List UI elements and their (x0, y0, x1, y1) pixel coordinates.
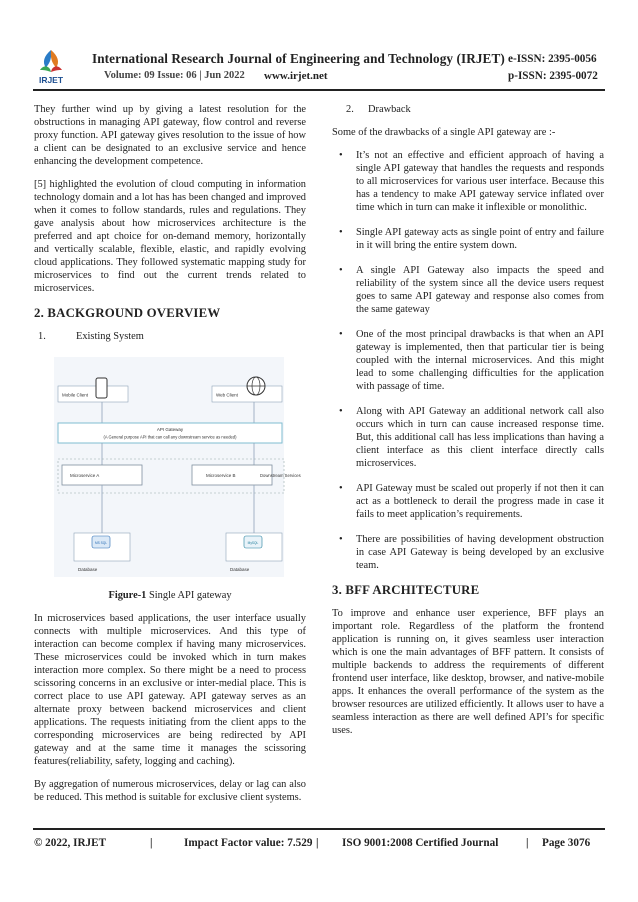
footer-rule (33, 828, 605, 830)
caption-label: Figure-1 (108, 590, 147, 601)
mobile-client-label: Mobile Client (62, 392, 89, 398)
diagram (34, 353, 306, 581)
bullet-icon: • (339, 406, 343, 417)
p-issn: p-ISSN: 2395-0072 (508, 70, 598, 82)
footer-iso: ISO 9001:2008 Certified Journal (342, 837, 499, 849)
list-item: • A single API Gateway also impacts the speed and reliability of the system since all the device users request goes to same API gateway and response also comes from the same gateway (339, 265, 604, 315)
bullet-icon: • (339, 227, 343, 238)
list-item: • API Gateway must be scaled out properly if not then it can act as a bottleneck to derail the progress made in case it fails to meet application’s requirements. (339, 483, 604, 520)
section-heading: 3. BFF ARCHITECTURE (332, 583, 480, 597)
right-column (332, 103, 604, 747)
caption-text: Single API gateway (146, 590, 232, 601)
paragraph: They further wind up by giving a latest resolution for the obstructions in managing API gateway, flow control and reverse proxy function. API gateway gives resolution to the issue of how a client can be designated to an exclusive service and hence enhancing the development competence. (34, 104, 306, 167)
web-client-label: Web Client (216, 392, 238, 398)
journal-title: International Research Journal of Engineering and Technology (IRJET) (92, 51, 505, 66)
list-item: • One of the most principal drawbacks is that when an API gateway is implemented, then that particular tier is being coupled with the internal microservices. And this might lead to some challenging difficulties for the application with passage of time. (339, 329, 604, 392)
subsection-title: Drawback (368, 104, 411, 115)
bullet-icon: • (339, 534, 343, 545)
subsection-heading (34, 330, 306, 343)
bullet-icon: • (339, 329, 343, 340)
api-gateway-label: API Gateway (156, 427, 184, 432)
list-item: • Single API gateway acts as single point of entry and failure in it will bring the entire system down. (339, 227, 604, 251)
microservice-b-label: Microservice B (206, 473, 236, 478)
footer-separator: | (150, 837, 153, 849)
list-item: • There are possibilities of having development obstruction in case API Gateway is being developed by an exclusive team. (339, 534, 604, 571)
list-item: • Along with API Gateway an additional network call also occurs which in turn can cause increased response time. But, this additional call has less implications than having a client interface as this client interface directly calls microservices. (339, 406, 604, 469)
db-b-icon-label: MySQL (247, 541, 259, 545)
website-link[interactable]: www.irjet.net (264, 70, 328, 82)
section-heading: 2. BACKGROUND OVERVIEW (34, 306, 221, 320)
mobile-phone-icon (96, 378, 107, 398)
paragraph: [5] highlighted the evolution of cloud computing in information technology domain and a lot has has been changed and improved when it comes to follow standards, rules and regulations. They gave analysis about how microservices architecture is the preferred and apt choice for on-demand memory, horizontally and vertically scalable, flexible, elastic, and rapidly evolving cloud applications. They followed systematic mapping study for microservices to find out the current trends related to microservices. (34, 179, 306, 294)
figure-api-gateway (34, 353, 306, 581)
header-rule (33, 89, 605, 91)
volume-issue: Volume: 09 Issue: 06 | Jun 2022 (104, 70, 245, 81)
irjet-logo (34, 48, 68, 86)
bullet-icon: • (339, 150, 343, 161)
footer-page-number: Page 3076 (542, 837, 591, 849)
list-item: • It’s not an effective and efficient approach of having a single API gateway that handles the requests and responds to all microservices for various user interface. Because this has a tendency to make API gateway service inflated over time which in turn can make it inflexible or monolithic. (339, 150, 604, 213)
page-header (0, 0, 638, 92)
footer-separator: | (526, 837, 529, 849)
paragraph: In microservices based applications, the user interface usually connects with multiple microservices. And this type of interaction can become complex if having many microservices. These microservices could be invoked which in turn makes interaction more complex. So there might be a need to process scissoring concerns in an exclusive or inter-medial place. This is correct place to use API gateway. API gateway serves as an alternate proxy between backend microservices and client applications. The requests initiating from the client apps to the corresponding microservices are being redirected by API gateway and at the same time it manages the scissoring features(reliability, safety, logging and caching). (34, 613, 306, 767)
api-gateway-box (58, 423, 282, 443)
microservice-a-label: Microservice A (70, 473, 100, 478)
subsection-heading (346, 103, 604, 116)
database-a-label: Database (78, 567, 98, 572)
figure-caption (34, 589, 306, 602)
footer-impact-factor: Impact Factor value: 7.529 (184, 837, 313, 849)
e-issn: e-ISSN: 2395-0056 (508, 53, 597, 65)
db-a-icon-label: MS SQL (94, 541, 108, 545)
bullet-icon: • (339, 265, 343, 276)
database-b-label: Database (230, 567, 250, 572)
api-gateway-desc: (A General purpose API that can call any downstream service as needed) (103, 434, 237, 440)
logo-text: IRJET (38, 75, 64, 85)
downstream-label: Downstream Services (260, 473, 301, 478)
paragraph: Some of the drawbacks of a single API gateway are :- (332, 127, 556, 138)
paragraph: By aggregation of numerous microservices, delay or lag can also be reduced. This method is suitable for exclusive client systems. (34, 779, 306, 803)
footer-separator: | (316, 837, 319, 849)
left-column (34, 103, 306, 814)
subsection-title: Existing System (76, 331, 144, 342)
paragraph: To improve and enhance user experience, BFF plays an important role. Regardless of the platform the frontend application is running on, it gives seamless user interaction which is one the main advantages of BFF pattern. It consists of multiple backends to address the requirements of different frontend user interface, like desktop, browser, and native-mobile apps. It enhances the overall performance of the system as the browser resources are utilized efficiently. It allows user to have a seamless interaction as there are well defined API’s for specific uses. (332, 608, 604, 736)
subsection-number: 1. (38, 331, 46, 342)
footer-copyright: © 2022, IRJET (34, 837, 107, 849)
subsection-number: 2. (346, 104, 354, 115)
drawbacks-list (332, 149, 604, 572)
bullet-icon: • (339, 483, 343, 494)
